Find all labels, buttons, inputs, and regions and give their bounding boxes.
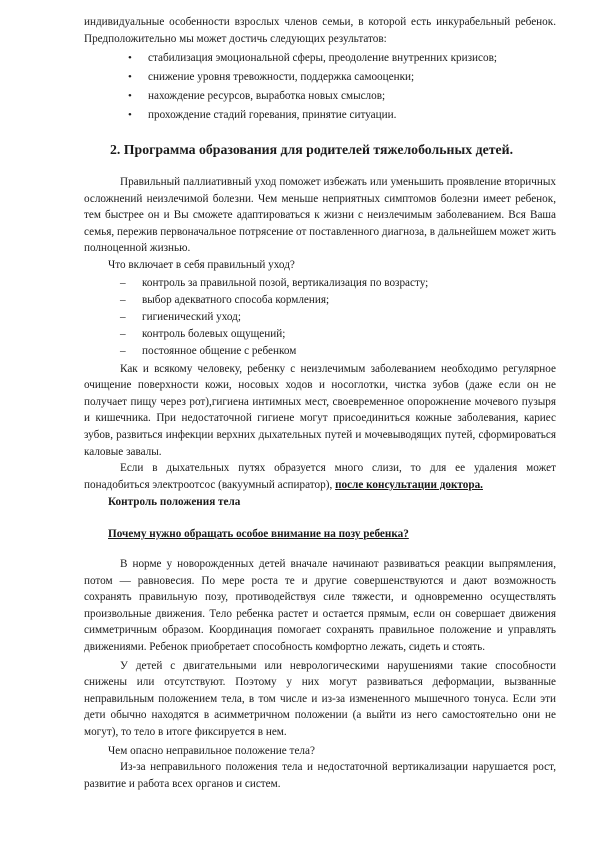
intro-paragraph: индивидуальные особенности взрослых членов семьи, в которой есть инкурабельный ребенок. Предположительно мы может достичь следующих результатов: — [84, 16, 556, 45]
list-item: – выбор адекватного способа кормления; — [120, 292, 556, 309]
aspirator-paragraph — [84, 460, 556, 493]
section-heading: 2. Программа образования для родителей тяжелобольных детей. — [110, 142, 514, 157]
hygiene-paragraph: Как и всякому человеку, ребенку с неизлечимым заболеванием необходимо регулярное очищение поверхности кожи, носовых ходов и носоглотки, чистка зубов (даже если он не получает пищу через рот),гигиена интимных мест, своевременное опорожнение мочевого пузыря и кишечника. При недостаточной гигиене могут присоединиться кожные заболевания, кариес зубов, развиться инфекции верхних дыхательных путей и мочевыводящих путей, сформироваться каловые завалы. — [84, 362, 556, 458]
disorders-paragraph: У детей с двигательными или неврологическими нарушениями такие способности снижены или отсутствуют. Поэтому у них могут развиваться деформации, вызванные неправильным положением тела, в том числе и из-за измененного мышечного тонуса. Если эти дети обычно находятся в асимметричном положении (а выйти из него самостоятельно они не могут), то тело в итоге фиксируется в нем. — [84, 659, 556, 738]
list-item: – контроль за правильной позой, вертикализация по возрасту; — [120, 275, 556, 292]
intro-block — [84, 14, 556, 126]
care-paragraph: Правильный паллиативный уход поможет избежать или уменьшить проявление вторичных осложнений неизлечимой болезни. Чем меньше неприятных симптомов болезни имеет ребенок, тем быстрее он и Вы сможете адаптироваться к жизни с неизлечимым заболеванием. Вся Ваша семья, пережив первоначальное потрясение от поставленного диагноза, в дальнейшем может жить полноценной жизнью. — [84, 176, 556, 255]
list-item: • стабилизация эмоциональной сферы, преодоление внутренних кризисов; — [128, 50, 556, 66]
consequences-paragraph: Из-за неправильного положения тела и недостаточной вертикализации нарушается рост, развитие и работа всех органов и систем. — [84, 761, 556, 790]
question-heading: Почему нужно обращать особое внимание на позу ребенка? — [108, 528, 409, 540]
list-item: – контроль болевых ощущений; — [120, 326, 556, 343]
list-item: • нахождение ресурсов, выработка новых смыслов; — [128, 88, 556, 104]
list-item: • прохождение стадий горевания, принятие ситуации. — [128, 107, 556, 123]
posture-block — [84, 556, 556, 792]
care-list — [84, 275, 556, 360]
danger-question: Чем опасно неправильное положение тела? — [108, 744, 315, 757]
subsection-title: Контроль положения тела — [108, 496, 241, 508]
care-question: Что включает в себя правильный уход? — [108, 258, 295, 271]
list-item: – гигиенический уход; — [120, 309, 556, 326]
results-list — [84, 50, 556, 123]
care-block — [84, 174, 556, 493]
list-item: • снижение уровня тревожности, поддержка самооценки; — [128, 69, 556, 85]
doctor-consult-note: после консультации доктора. — [335, 478, 483, 491]
list-item: – постоянное общение с ребенком — [120, 343, 556, 360]
aspirator-text: Если в дыхательных путях образуется много слизи, то для ее удаления может понадобиться электроотсос (вакуумный аспиратор), — [84, 462, 556, 491]
posture-paragraph: В норме у новорожденных детей вначале начинают развиваться реакции выпрямления, потом — равновесия. По мере роста те и другие совершенствуются и дают возможность сохранять правильную позу, противодействуя силе тяжести, и одновременно осуществлять произвольные движения. Тело ребенка растет и остается прямым, если он совершает движения симметричным образом. Координация помогает сохранять правильное положение и управлять движениями. Ребенок приобретает способность комфортно лежать, сидеть и стоять. — [84, 558, 556, 653]
